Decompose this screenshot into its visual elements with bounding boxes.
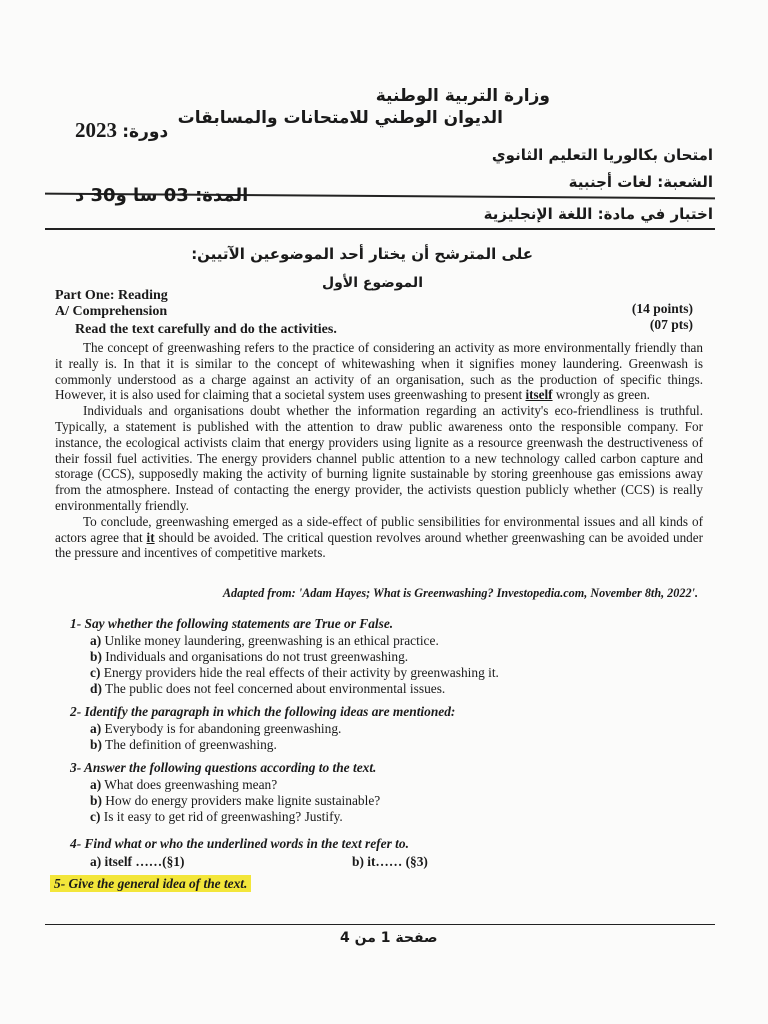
exam-title: امتحان بكالوريا التعليم الثانوي: [491, 146, 713, 164]
duration-label: المدة: 03 سا و30 د: [75, 185, 249, 206]
source-citation: Adapted from: 'Adam Hayes; What is Greenwashing? Investopedia.com, November 8th, 2022'.: [222, 586, 698, 600]
office-title: الديوان الوطني للامتحانات والمسابقات: [177, 108, 503, 128]
q1-item-b: b) Individuals and organisations do not trust greenwashing.: [90, 649, 409, 664]
q3-title: 3- Answer the following questions according to the text.: [70, 760, 377, 775]
q2-title: 2- Identify the paragraph in which the following ideas are mentioned:: [70, 704, 456, 719]
header-divider-bottom: [45, 228, 715, 230]
sub-points: (07 pts): [649, 317, 693, 332]
q3-item-a: a) What does greenwashing mean?: [90, 777, 278, 792]
q2-item-b: b) The definition of greenwashing.: [90, 737, 277, 752]
paragraph-3: To conclude, greenwashing emerged as a side-effect of public sensibilities for environmental issues and all kinds of actors agree that it should be avoided. The critical question revolves around whether greenwashing can be avoided under the pressure and incentives of competitive markets.: [55, 513, 704, 561]
q4-item-b: b) it…… (§3): [352, 854, 428, 869]
choose-instruction: على المترشح أن يختار أحد الموضوعين الآتيين:: [191, 245, 533, 263]
paragraph-2: Individuals and organisations doubt whether the information regarding an activity's eco-friendliness is truthful. Typically, a statement is published with the attention to draw public awareness onto the responsible company. For instance, the ecological activists claim that energy providers using lignite as a resource greenwash the destructiveness of their fossil fuel activities. The energy providers channel public attention to a new technology called carbon capture and storage (CCS), supposedly making the activity of burning lignite sustainable by storing greenhouse gas emissions away from the atmosphere. Instead of contacting the energy provider, the activists question publicly whether (CCS) is really environmentally friendly.: [55, 403, 703, 513]
q5-highlight: 5- Give the general idea of the text.: [50, 875, 251, 892]
subject-label: اختبار في مادة: اللغة الإنجليزية: [483, 205, 713, 223]
q4-item-a: a) itself ……(§1): [90, 854, 185, 869]
footer-divider: [45, 924, 715, 925]
q1-item-d: d) The public does not feel concerned about environmental issues.: [90, 681, 446, 696]
q1-item-c: c) Energy providers hide the real effects of their activity by greenwashing it.: [90, 665, 499, 680]
paragraph-1: The concept of greenwashing refers to the practice of considering an activity as more environmentally friendly than it really is. In that it is similar to the concept of whitewashing when it signifies money laundering. Greenwash is commonly understood as a charge against an activity of an organisation, such as the production of specific things. However, it is also used for claiming that a societal system uses greenwashing to present itself wrongly as green.: [55, 340, 703, 403]
q1-title: 1- Say whether the following statements are True or False.: [70, 616, 394, 631]
q2-item-a: a) Everybody is for abandoning greenwashing.: [90, 721, 342, 736]
q3-item-b: b) How do energy providers make lignite sustainable?: [90, 793, 381, 808]
ministry-title: وزارة التربية الوطنية: [375, 86, 550, 106]
q1-item-a: a) Unlike money laundering, greenwashing is an ethical practice.: [90, 633, 439, 648]
reading-text: [55, 340, 703, 561]
q5-title: [50, 876, 251, 892]
underlined-itself: itself: [525, 387, 553, 403]
part-points: (14 points): [631, 301, 693, 316]
session-label: دورة:: [122, 122, 169, 142]
part-heading: Part One: Reading: [55, 288, 168, 303]
q3-item-c: c) Is it easy to get rid of greenwashing? Justify.: [90, 809, 343, 824]
sub-heading: A/ Comprehension: [55, 304, 168, 319]
session: [75, 118, 168, 143]
session-year: 2023: [75, 118, 117, 142]
topic-label: الموضوع الأول: [321, 275, 423, 291]
stream-label: الشعبة: لغات أجنبية: [568, 173, 713, 191]
directive: Read the text carefully and do the activities.: [75, 322, 337, 337]
page-number: صفحة 1 من 4: [340, 930, 438, 946]
q4-title: 4- Find what or who the underlined words in the text refer to.: [70, 836, 409, 851]
underlined-it: it: [146, 529, 155, 545]
